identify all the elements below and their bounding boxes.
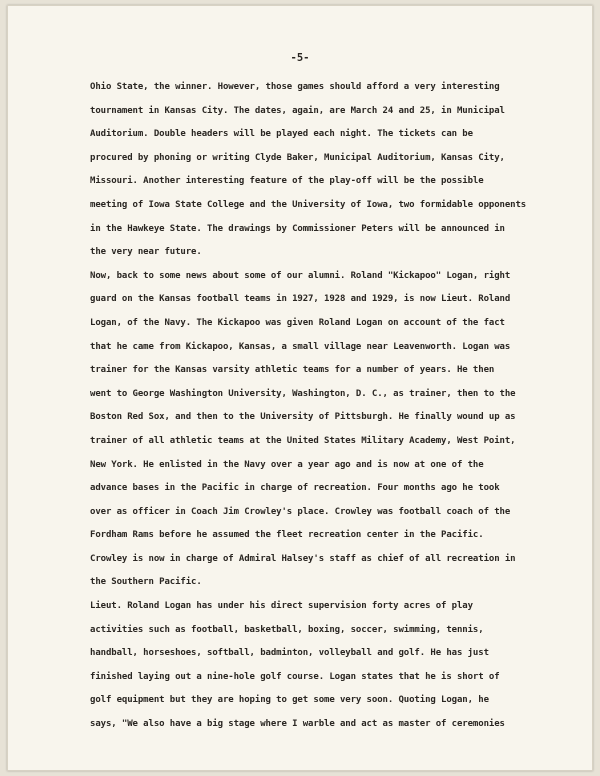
text-line: Ohio State, the winner. However, those games should afford a very interesting: [90, 82, 500, 92]
text-line: in the Hawkeye State. The drawings by Commissioner Peters will be announced in: [90, 223, 505, 234]
text-line: went to George Washington University, Washington, D. C., as trainer, then to the: [90, 388, 516, 399]
text-line: meeting of Iowa State College and the University of Iowa, two formidable opponents: [90, 199, 527, 210]
text-line: Boston Red Sox, and then to the University of Pittsburgh. He finally wound up as: [90, 412, 516, 423]
text-line: activities such as football, basketball, boxing, soccer, swimming, tennis,: [90, 624, 484, 635]
page-number: -5-: [290, 52, 310, 64]
text-line: Logan, of the Navy. The Kickapoo was given Roland Logan on account of the fact: [90, 317, 505, 328]
text-line: handball, horseshoes, softball, badminton, volleyball and golf. He has just: [90, 648, 489, 659]
paragraph-3: [90, 595, 560, 737]
text-line: over as officer in Coach Jim Crowley's place. Crowley was football coach of the: [90, 506, 511, 517]
text-line: the Southern Pacific.: [90, 577, 202, 588]
document-body: [90, 76, 560, 737]
text-line: Fordham Rams before he assumed the fleet recreation center in the Pacific.: [90, 530, 484, 541]
text-line: tournament in Kansas City. The dates, again, are March 24 and 25, in Municipal: [90, 105, 505, 116]
text-line: Now, back to some news about some of our alumni. Roland "Kickapoo" Logan, right: [90, 270, 511, 281]
text-line: golf equipment but they are hoping to get some very soon. Quoting Logan, he: [90, 695, 489, 706]
text-line: Lieut. Roland Logan has under his direct supervision forty acres of play: [90, 601, 473, 612]
text-line: procured by phoning or writing Clyde Baker, Municipal Auditorium, Kansas City,: [90, 152, 505, 163]
text-line: Crowley is now in charge of Admiral Halsey's staff as chief of all recreation in: [90, 553, 516, 564]
text-line: says, "We also have a big stage where I warble and act as master of ceremonies: [90, 719, 505, 730]
text-line: Auditorium. Double headers will be played each night. The tickets can be: [90, 129, 473, 140]
text-line: guard on the Kansas football teams in 1927, 1928 and 1929, is now Lieut. Roland: [90, 294, 511, 305]
text-line: trainer for the Kansas varsity athletic teams for a number of years. He then: [90, 365, 495, 376]
text-line: Missouri. Another interesting feature of the play-off will be the possible: [90, 176, 484, 187]
text-line: New York. He enlisted in the Navy over a year ago and is now at one of the: [90, 459, 484, 470]
text-line: trainer of all athletic teams at the United States Military Academy, West Point,: [90, 435, 516, 446]
paragraph-2: [90, 265, 560, 595]
text-line: the very near future.: [90, 247, 202, 258]
text-line: finished laying out a nine-hole golf course. Logan states that he is short of: [90, 671, 500, 682]
text-line: advance bases in the Pacific in charge of recreation. Four months ago he took: [90, 483, 500, 494]
paragraph-1: [90, 76, 560, 265]
text-line: that he came from Kickapoo, Kansas, a small village near Leavenworth. Logan was: [90, 341, 511, 352]
document-page: [7, 5, 593, 771]
